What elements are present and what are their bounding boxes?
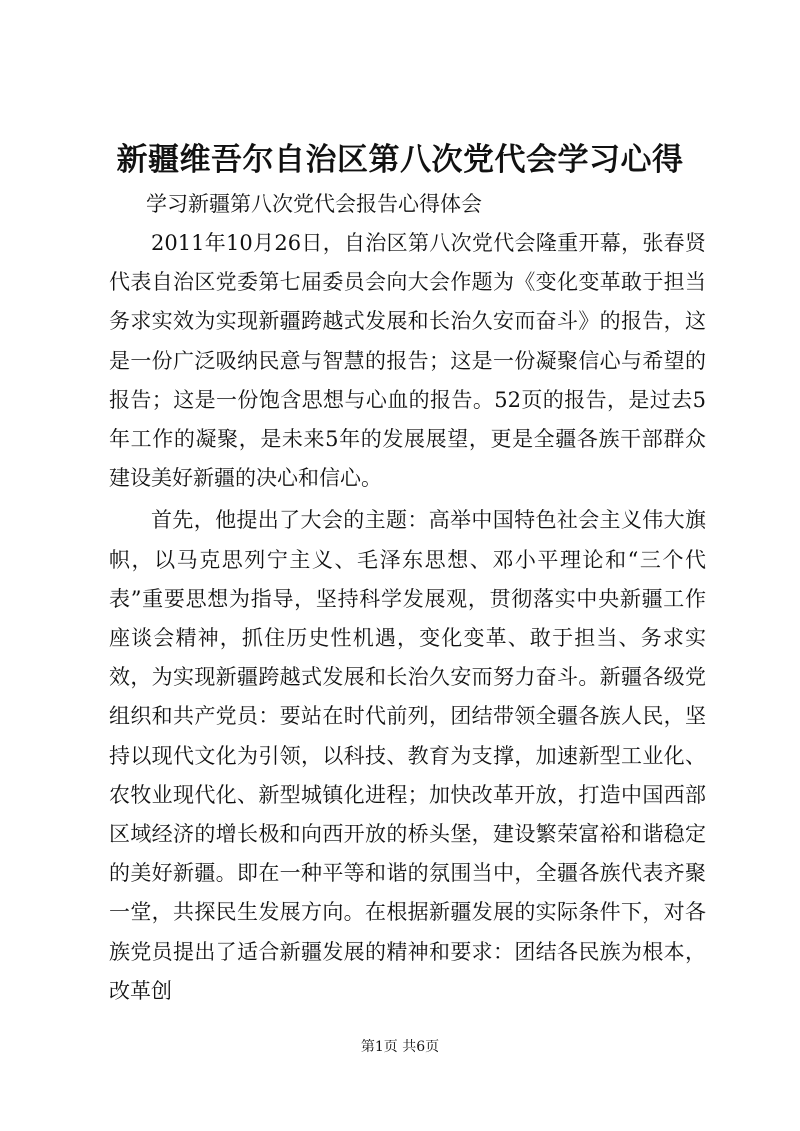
document-subtitle: 学习新疆第八次党代会报告心得体会 <box>146 192 482 216</box>
document-title: 新疆维吾尔自治区第八次党代会学习心得 <box>116 142 684 178</box>
document-body <box>109 224 706 1011</box>
body-paragraph: 2011年10月26日，自治区第八次党代会隆重开幕，张春贤代表自治区党委第七届委员会向大会作题为《变化变革敢于担当务求实效为实现新疆跨越式发展和长治久安而奋斗》的报告，这是一份广泛吸纳民意与智慧的报告；这是一份凝聚信心与希望的报告；这是一份饱含思想与心血的报告。52页的报告，是过去5年工作的凝聚，是未来5年的发展展望，更是全疆各族干部群众建设美好新疆的决心和信心。 <box>109 231 706 491</box>
page-footer: 第1页 共6页 <box>360 1039 440 1055</box>
body-paragraph: 首先，他提出了大会的主题：高举中国特色社会主义伟大旗帜，以马克思列宁主义、毛泽东思想、邓小平理论和“三个代表”重要思想为指导，坚持科学发展观，贯彻落实中央新疆工作座谈会精神，抓住历史性机遇，变化变革、敢于担当、务求实效，为实现新疆跨越式发展和长治久安而努力奋斗。新疆各级党组织和共产党员：要站在时代前列，团结带领全疆各族人民，坚持以现代文化为引领，以科技、教育为支撑，加速新型工业化、农牧业现代化、新型城镇化进程；加快改革开放，打造中国西部区域经济的增长极和向西开放的桥头堡，建设繁荣富裕和谐稳定的美好新疆。即在一种平等和谐的氛围当中，全疆各族代表齐聚一堂，共探民生发展方向。在根据新疆发展的实际条件下，对各族党员提出了适合新疆发展的精神和要求：团结各民族为根本，改革创 <box>109 508 706 1003</box>
